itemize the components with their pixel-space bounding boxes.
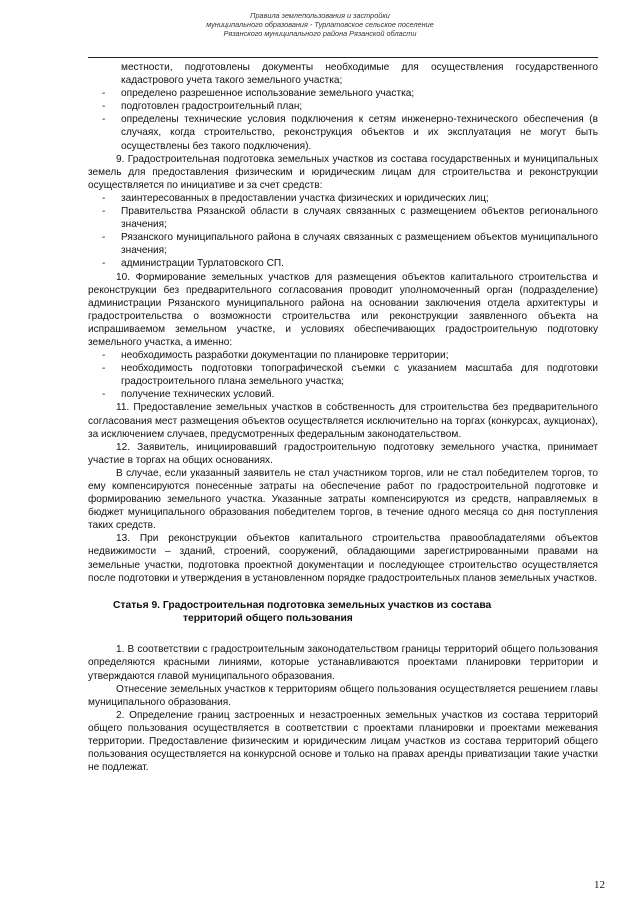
list-item: - определены технические условия подключения к сетям инженерно-технического обеспечения (в случаях, когда строительство, реконструкция объектов и их эксплуатация не могут быть осуществлены без такого подключения). (102, 114, 598, 152)
header-line-1: Правила землепользования и застройки (250, 11, 390, 20)
page-number: 12 (594, 879, 605, 891)
list-item: - подготовлен градостроительный план; (102, 101, 303, 113)
list-item: - необходимость подготовки топографической съемки с указанием масштаба для подготовки градостроительного плана земельного участка; (102, 363, 598, 388)
article-heading-line-2: территорий общего пользования (183, 613, 353, 625)
article-paragraph-2: 2. Определение границ застроенных и незастроенных земельных участков из состава территорий общего пользования осуществляется в соответствии с проектами планировки и проектами межевания территории. Предоставление физическим и юридическим лицам участков из состава территорий общего пользования осуществляется на конкурсной основе и только на правах аренды приватизации такие участки не подлежат. (88, 709, 598, 774)
paragraph: местности, подготовлены документы необходимые для осуществления государственного кадастрового учета такого земельного участка; (121, 62, 598, 87)
paragraph-12: 12. Заявитель, инициировавший градостроительную подготовку земельного участка, принимает участие в торгах на общих основаниях. (88, 441, 598, 466)
paragraph-12b: В случае, если указанный заявитель не стал участником торгов, или не стал победителем торгов, то ему компенсируются понесенные затраты на обеспечение работ по градостроительной подготовке и формированию земельного участка. Указанные затраты компенсируются из средств, направляемых в бюджет муниципального образования победителем торгов, в течение одного месяца со дня поступления таких средств. (88, 467, 598, 532)
list-item: - Рязанского муниципального района в случаях связанных с размещением объектов муниципального значения; (102, 232, 598, 257)
list-item: - определено разрешенное использование земельного участка; (102, 88, 415, 100)
article-paragraph-1: 1. В соответствии с градостроительным законодательством границы территорий общего пользования определяются красными линиями, которые устанавливаются проектами планировки территории и утверждаются главой муниципального образования. (88, 644, 598, 682)
header-line-2: муниципального образования - Турлатовское сельское поселение (206, 20, 434, 29)
list-item: - Правительства Рязанской области в случаях связанных с размещением объектов регионального значения; (102, 206, 598, 231)
document-body (88, 61, 598, 774)
list-item: - администрации Турлатовского СП. (102, 258, 284, 270)
paragraph-10: 10. Формирование земельных участков для размещения объектов капитального строительства и реконструкции без предварительного согласования проводит уполномоченный орган (подразделение) администрации Рязанского муниципального района на основании заключения отдела архитектуры и градостроительства о возможности строительства или реконструкции заявленного объекта на испрашиваемом земельном участке, и условиях обеспечивающих градостроительную подготовку земельного участка, а именно: (88, 271, 598, 348)
article-paragraph-1b: Отнесение земельных участков к территориям общего пользования осуществляется решением главы муниципального образования. (88, 683, 598, 708)
list-item: - необходимость разработки документации по планировке территории; (102, 350, 449, 362)
article-heading-line-1: Статья 9. Градостроительная подготовка земельных участков из состава (113, 599, 492, 611)
list-item: - заинтересованных в предоставлении участка физических и юридических лиц; (102, 192, 489, 204)
paragraph-9: 9. Градостроительная подготовка земельных участков из состава государственных и муниципальных земель для предоставления физическим и юридическим лицам для строительства и реконструкции осуществляется по инициативе и за счет средств: (88, 153, 598, 191)
header-line-3: Рязанского муниципального района Рязанской области (223, 29, 417, 38)
list-item: - получение технических условий. (102, 389, 275, 401)
running-header (150, 11, 490, 38)
paragraph-13: 13. При реконструкции объектов капитального строительства правообладателями объектов недвижимости – зданий, строений, сооружений, обладающими зарегистрированными правами на земельные участки, подготовка проектной документации и последующее строительство осуществляется после подготовки и утверждения в установленном порядке градостроительных планов земельных участков. (88, 533, 598, 584)
paragraph-11: 11. Предоставление земельных участков в собственность для строительства без предварительного согласования мест размещения объектов осуществляется исключительно на торгах (конкурсах, аукционах), за исключением случаев, предусмотренных федеральным законодательством. (88, 402, 598, 440)
header-divider (88, 57, 598, 58)
article-heading (88, 599, 598, 626)
